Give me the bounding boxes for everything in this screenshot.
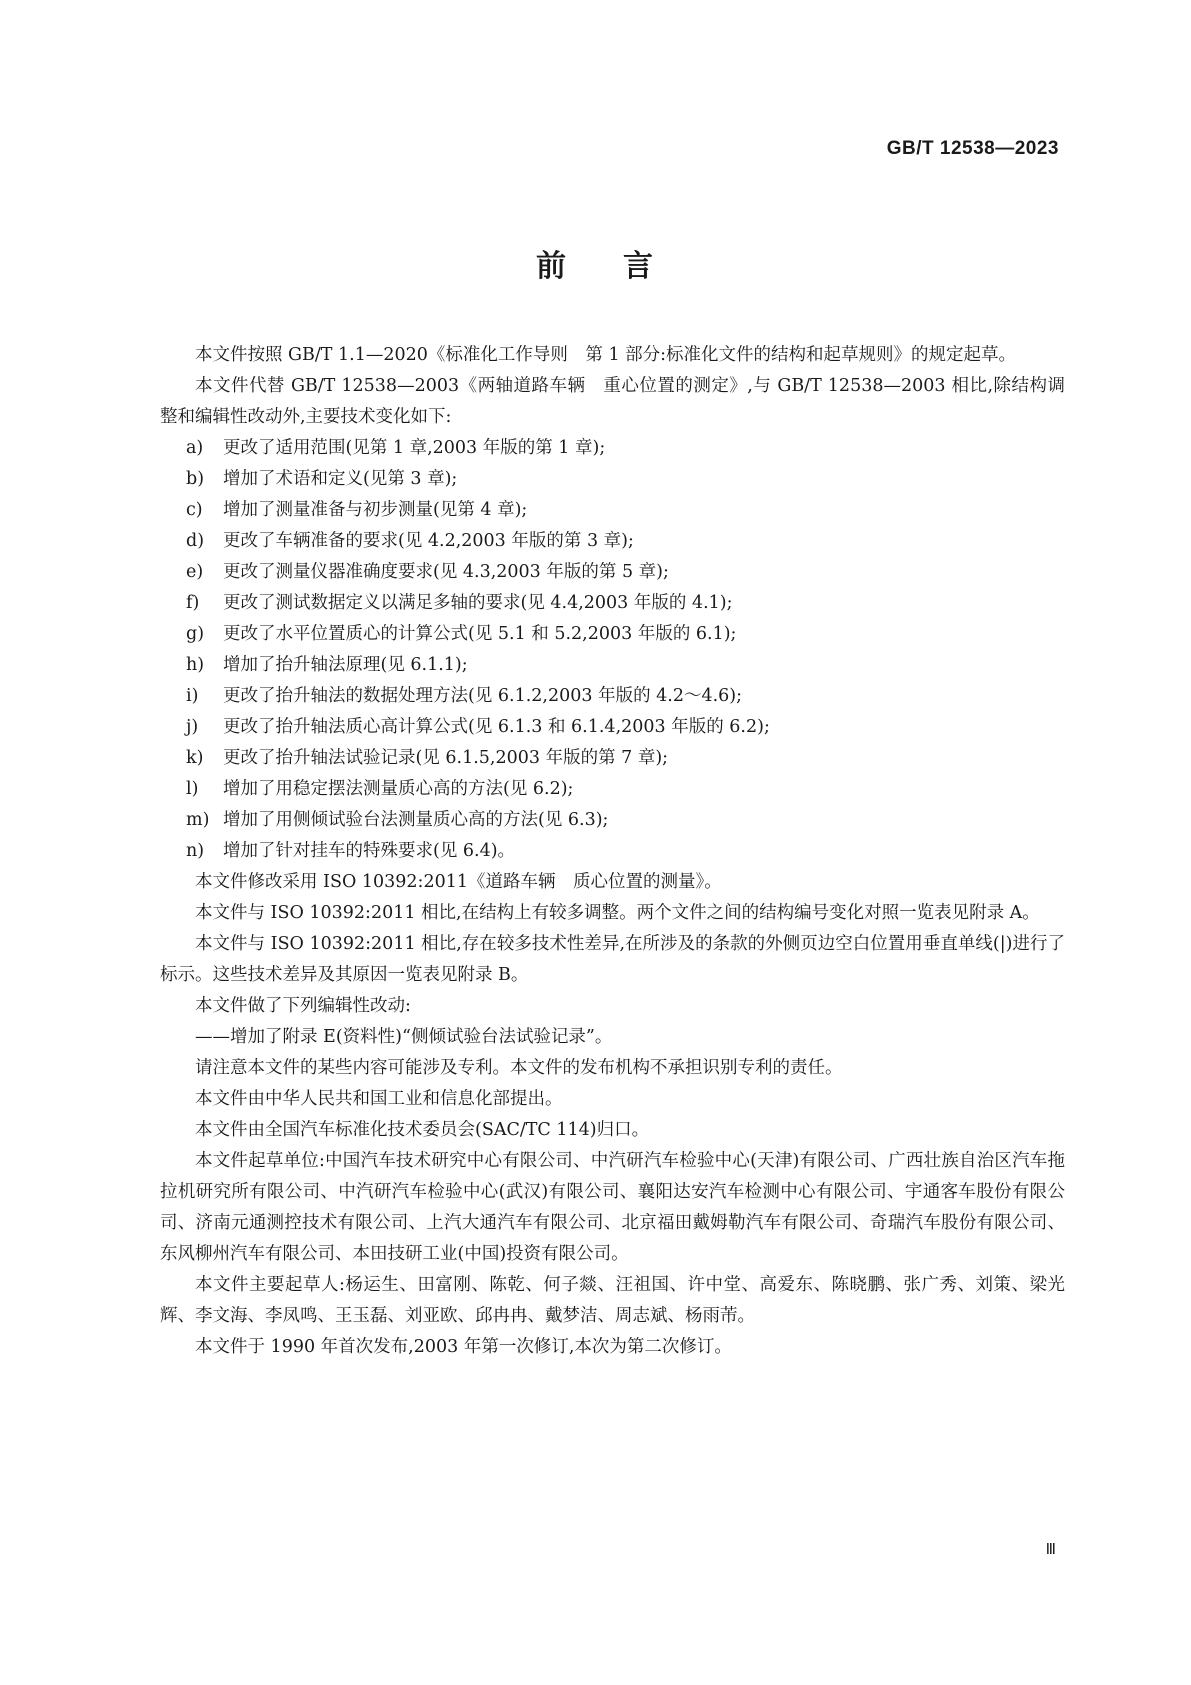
list-text: 更改了车辆准备的要求(见 4.2,2003 年版的第 3 章); [223, 531, 634, 551]
list-text: 增加了测量准备与初步测量(见第 4 章); [223, 500, 528, 520]
list-marker: f) [186, 593, 200, 613]
list-item [160, 650, 1065, 681]
list-text: 更改了抬升轴法质心高计算公式(见 6.1.3 和 6.1.4,2003 年版的 6.2); [223, 717, 770, 737]
list-item [160, 464, 1065, 495]
list-text: 更改了测量仪器准确度要求(见 4.3,2003 年版的第 5 章); [223, 562, 669, 582]
list-item [160, 495, 1065, 526]
list-item [160, 433, 1065, 464]
list-item [160, 619, 1065, 650]
title-char-1: 前 [536, 249, 568, 284]
list-item [160, 743, 1065, 774]
list-text: 更改了测试数据定义以满足多轴的要求(见 4.4,2003 年版的 4.1); [223, 593, 733, 613]
list-text: 增加了针对挂车的特殊要求(见 6.4)。 [223, 841, 516, 861]
list-marker: a) [186, 438, 204, 458]
list-item [160, 588, 1065, 619]
list-marker: b) [186, 469, 205, 489]
list-text: 更改了水平位置质心的计算公式(见 5.1 和 5.2,2003 年版的 6.1); [223, 624, 737, 644]
title-char-2: 言 [623, 249, 655, 284]
list-item [160, 712, 1065, 743]
list-marker: h) [186, 655, 205, 675]
list-item [160, 805, 1065, 836]
paragraph-proposer: 本文件由中华人民共和国工业和信息化部提出。 [195, 1089, 563, 1109]
list-text: 更改了抬升轴法的数据处理方法(见 6.1.2,2003 年版的 4.2～4.6); [223, 686, 743, 706]
list-item [160, 557, 1065, 588]
list-marker: d) [186, 531, 205, 551]
list-item [160, 836, 1065, 867]
foreword-body [160, 340, 1065, 1363]
list-item [160, 526, 1065, 557]
paragraph-technical-committee: 本文件由全国汽车标准化技术委员会(SAC/TC 114)归口。 [195, 1120, 650, 1140]
standard-number: GB/T 12538—2023 [886, 138, 1059, 159]
list-item [160, 681, 1065, 712]
list-text: 增加了术语和定义(见第 3 章); [223, 469, 458, 489]
paragraph-patent-notice: 请注意本文件的某些内容可能涉及专利。本文件的发布机构不承担识别专利的责任。 [195, 1058, 843, 1078]
change-list [160, 433, 1065, 867]
list-marker: g) [186, 624, 205, 644]
paragraph-structure-difference: 本文件与 ISO 10392:2011 相比,在结构上有较多调整。两个文件之间的结构编号变化对照一览表见附录 A。 [195, 903, 1040, 923]
list-item [160, 774, 1065, 805]
paragraph-technical-difference: 本文件与 ISO 10392:2011 相比,存在较多技术性差异,在所涉及的条款的外侧页边空白位置用垂直单线(|)进行了标示。这些技术差异及其原因一览表见附录 B。 [160, 934, 1065, 985]
list-marker: l) [186, 779, 199, 799]
page-title [0, 241, 1191, 285]
paragraph-editorial-item: ——增加了附录 E(资料性)“侧倾试验台法试验记录”。 [195, 1027, 613, 1047]
paragraph-replacement: 本文件代替 GB/T 12538—2003《两轴道路车辆 重心位置的测定》,与 GB/T 12538—2003 相比,除结构调整和编辑性改动外,主要技术变化如下: [160, 376, 1065, 427]
list-marker: n) [186, 841, 205, 861]
list-text: 更改了适用范围(见第 1 章,2003 年版的第 1 章); [223, 438, 606, 458]
list-marker: m) [186, 810, 210, 830]
list-text: 更改了抬升轴法试验记录(见 6.1.5,2003 年版的第 7 章); [223, 748, 669, 768]
paragraph-iso-adoption: 本文件修改采用 ISO 10392:2011《道路车辆 质心位置的测量》。 [195, 872, 722, 892]
list-marker: j) [186, 717, 199, 737]
list-marker: c) [186, 500, 203, 520]
list-marker: i) [186, 686, 199, 706]
list-text: 增加了用稳定摆法测量质心高的方法(见 6.2); [223, 779, 574, 799]
list-marker: k) [186, 748, 204, 768]
paragraph-drafting-units: 本文件起草单位:中国汽车技术研究中心有限公司、中汽研汽车检验中心(天津)有限公司、广西壮族自治区汽车拖拉机研究所有限公司、中汽研汽车检验中心(武汉)有限公司、襄阳达安汽车检测中心有限公司、宇通客车股份有限公司、济南元通测控技术有限公司、上汽大通汽车有限公司、北京福田戴姆勒汽车有限公司、奇瑞汽车股份有限公司、东风柳州汽车有限公司、本田技研工业(中国)投资有限公司。 [160, 1151, 1065, 1264]
paragraph-drafting-rules: 本文件按照 GB/T 1.1—2020《标准化工作导则 第 1 部分:标准化文件的结构和起草规则》的规定起草。 [195, 345, 1017, 365]
paragraph-editorial-changes: 本文件做了下列编辑性改动: [195, 996, 411, 1016]
list-text: 增加了抬升轴法原理(见 6.1.1); [223, 655, 468, 675]
paragraph-history: 本文件于 1990 年首次发布,2003 年第一次修订,本次为第二次修订。 [195, 1337, 732, 1357]
page-number: Ⅲ [1045, 1540, 1056, 1558]
list-marker: e) [186, 562, 204, 582]
list-text: 增加了用侧倾试验台法测量质心高的方法(见 6.3); [223, 810, 609, 830]
paragraph-drafters: 本文件主要起草人:杨运生、田富刚、陈乾、何子燚、汪祖国、许中堂、高爱东、陈晓鹏、张广秀、刘策、梁光辉、李文海、李凤鸣、王玉磊、刘亚欧、邱冉冉、戴梦洁、周志斌、杨雨芾。 [160, 1275, 1065, 1326]
